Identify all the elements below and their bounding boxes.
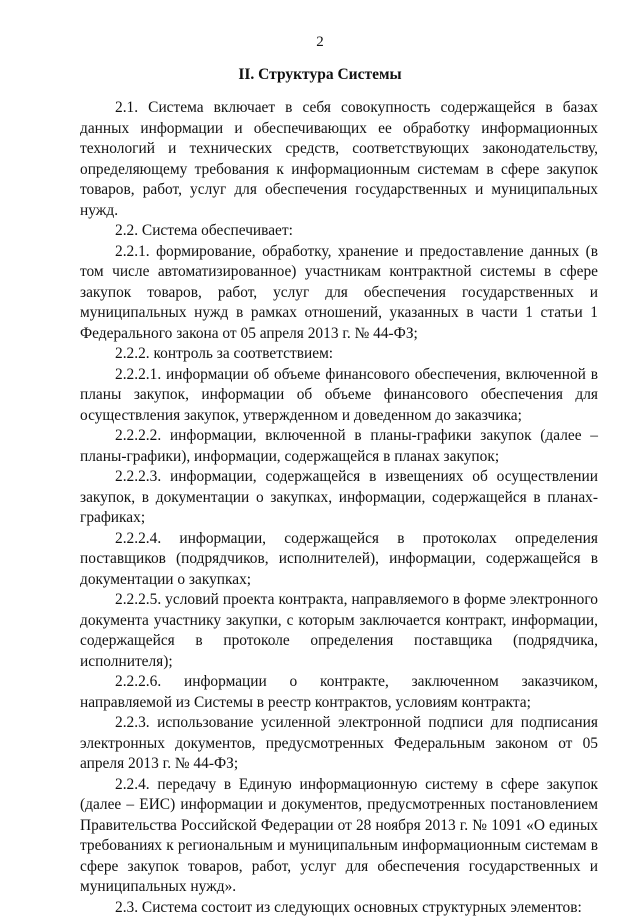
- paragraph-2-2-2-3: 2.2.2.3. информации, содержащейся в извещениях об осуществлении закупок, в документации о закупках, информации, содержащейся в планах-графиках;: [80, 467, 598, 529]
- paragraph-2-1: 2.1. Система включает в себя совокупность содержащейся в базах данных информации и обеспечивающих ее обработку информационных технологий и технических средств, соответствующих законодательству, определяющему требования к информационным системам в сфере закупок товаров, работ, услуг для обеспечения государственных и муниципальных нужд.: [80, 98, 598, 221]
- paragraph-2-2-2-4: 2.2.2.4. информации, содержащейся в протоколах определения поставщиков (подрядчиков, исполнителей), информации, содержащейся в документации о закупках;: [80, 529, 598, 591]
- paragraph-2-2-4: 2.2.4. передачу в Единую информационную систему в сфере закупок (далее – ЕИС) информации и документов, предусмотренных постановлением Правительства Российской Федерации от 28 ноября 2013 г. № 1091 «О единых требованиях к региональным и муниципальным информационным системам в сфере закупок товаров, работ, услуг для обеспечения государственных и муниципальных нужд».: [80, 775, 598, 898]
- paragraph-2-2-2-1: 2.2.2.1. информации об объеме финансового обеспечения, включенной в планы закупок, информации об объеме финансового обеспечения для осуществления закупок, утвержденном и доведенном до заказчика;: [80, 365, 598, 427]
- paragraph-2-2-2-2: 2.2.2.2. информации, включенной в планы-графики закупок (далее – планы-графики), информации, содержащейся в планах закупок;: [80, 426, 598, 467]
- paragraph-2-2-3: 2.2.3. использование усиленной электронной подписи для подписания электронных документов, предусмотренных Федеральным законом от 05 апреля 2013 г. № 44-ФЗ;: [80, 713, 598, 775]
- paragraph-2-2-2-5: 2.2.2.5. условий проекта контракта, направляемого в форме электронного документа участнику закупки, с которым заключается контракт, информации, содержащейся в протоколе определения поставщика (подрядчика, исполнителя);: [80, 590, 598, 672]
- section-title: II. Структура Системы: [0, 66, 640, 84]
- body-text: [80, 98, 598, 918]
- paragraph-2-3: 2.3. Система состоит из следующих основных структурных элементов:: [80, 898, 598, 918]
- paragraph-2-2-2: 2.2.2. контроль за соответствием:: [80, 344, 598, 365]
- paragraph-2-2: 2.2. Система обеспечивает:: [80, 221, 598, 242]
- page-number: 2: [0, 34, 640, 51]
- paragraph-2-2-1: 2.2.1. формирование, обработку, хранение и предоставление данных (в том числе автоматизированное) участникам контрактной системы в сфере закупок товаров, работ, услуг для обеспечения государственных и муниципальных нужд в рамках отношений, указанных в части 1 статьи 1 Федерального закона от 05 апреля 2013 г. № 44-ФЗ;: [80, 242, 598, 345]
- paragraph-2-2-2-6: 2.2.2.6. информации о контракте, заключенном заказчиком, направляемой из Системы в реестр контрактов, условиям контракта;: [80, 672, 598, 713]
